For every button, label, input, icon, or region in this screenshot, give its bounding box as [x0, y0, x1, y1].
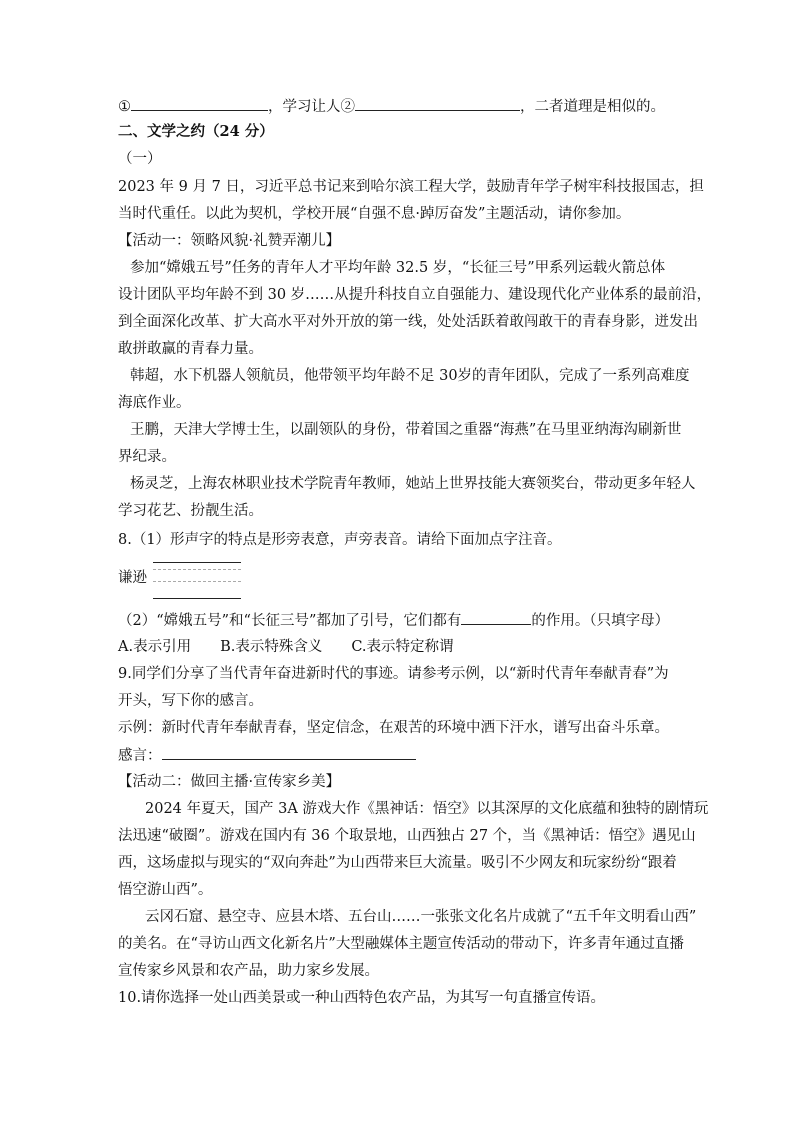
answer-row — [118, 745, 416, 765]
pinyin-line-top — [153, 562, 241, 563]
paragraph-line: 宣传家乡风景和农产品，助力家乡发展。 — [118, 963, 379, 979]
question-9-line-1: 9.同学们分享了当代青年奋进新时代的事迹。请参考示例，以“新时代青年奉献青春”为 — [118, 666, 669, 682]
answer-blank-q8[interactable] — [461, 610, 531, 625]
paragraph-line: 王鹏，天津大学博士生，以副领队的身份，带着国之重器“海燕”在马里亚纳海沟刷新世 — [130, 422, 682, 438]
paragraph-line: 悟空游山西”。 — [118, 882, 213, 898]
q8-part2-tail: 的作用。（只填字母） — [531, 613, 670, 629]
paragraph-line: 杨灵芝，上海农林职业技术学院青年教师，她站上世界技能大赛领奖台，带动更多年轻人 — [130, 476, 696, 492]
paragraph-line: 2024 年夏天，国产 3A 游戏大作《黑神话：悟空》以其深厚的文化底蕴和独特的剧情玩 — [145, 801, 709, 817]
answer-blank-q9[interactable] — [162, 745, 416, 760]
activity2-title: 【活动二：做回主播·宣传家乡美】 — [118, 774, 341, 790]
paragraph-line: 敢拼敢赢的青春力量。 — [118, 341, 263, 357]
paragraph-line: 法迅速“破圈”。游戏在国内有 36 个取景地，山西独占 27 个，当《黑神话：悟空》遇见山 — [118, 828, 696, 844]
pinyin-line-dashed-1 — [153, 569, 241, 570]
fill-in-line — [118, 96, 665, 116]
question-9-example: 示例：新时代青年奉献青春，坚定信念，在艰苦的环境中洒下汗水，谱写出奋斗乐章。 — [118, 720, 669, 736]
intro-line-1: 2023 年 9 月 7 日，习近平总书记来到哈尔滨工程大学，鼓励青年学子树牢科技报国志，担 — [118, 179, 704, 195]
activity1-title: 【活动一：领略风貌·礼赞弄潮儿】 — [118, 233, 341, 249]
question-8-part-2 — [118, 610, 669, 630]
paragraph-line: 韩超，水下机器人领航员，他带领平均年龄不足 30岁的青年团队，完成了一系列高难度 — [130, 368, 690, 384]
q8-part2-text: （2）“嫦娥五号”和“长征三号”都加了引号，它们都有 — [118, 613, 462, 629]
pinyin-line-bottom[interactable] — [153, 598, 241, 599]
paragraph-line: 海底作业。 — [118, 395, 191, 411]
pinyin-line-dashed-2 — [153, 581, 241, 582]
circle-number-1: ① — [118, 99, 131, 115]
answer-blank-2[interactable] — [355, 96, 520, 111]
fill-text-middle: ，学习让人② — [268, 99, 355, 115]
paragraph-line: 学习花艺、扮靓生活。 — [118, 503, 263, 519]
paragraph-line: 参加“嫦娥五号”任务的青年人才平均年龄 32.5 岁，“长征三号”甲系列运载火箭总体 — [130, 260, 666, 276]
question-8-part-1: 8.（1）形声字的特点是形旁表意，声旁表音。请给下面加点字注音。 — [118, 532, 562, 548]
answer-blank-1[interactable] — [131, 96, 268, 111]
paragraph-line: 到全面深化改革、扩大高水平对外开放的第一线，处处活跃着敢闯敢干的青春身影，迸发出 — [118, 314, 698, 330]
question-10: 10.请你选择一处山西美景或一种山西特色农产品，为其写一句直播宣传语。 — [118, 990, 606, 1006]
paragraph-line: 界纪录。 — [118, 449, 176, 465]
paragraph-line: 的美名。在“寻访山西文化新名片”大型融媒体主题宣传活动的带动下，许多青年通过直播 — [118, 936, 684, 952]
question-9-line-2: 开头，写下你的感言。 — [118, 693, 263, 709]
subsection-label: （一） — [118, 151, 162, 167]
paragraph-line: 设计团队平均年龄不到 30 岁……从提升科技自立自强能力、建设现代化产业体系的最前沿， — [118, 287, 712, 303]
section-title: 二、文学之约（24 分） — [118, 123, 274, 140]
paragraph-line: 西，这场虚拟与现实的“双向奔赴”为山西带来巨大流量。吸引不少网友和玩家纷纷“跟着 — [118, 855, 677, 871]
fill-text-end: ，二者道理是相似的。 — [520, 99, 665, 115]
answer-label: 感言： — [118, 748, 162, 764]
q8-options: A.表示引用 B.表示特殊含义 C.表示特定称谓 — [118, 639, 454, 655]
pinyin-word: 谦逊 — [118, 570, 147, 586]
intro-line-2: 当时代重任。以此为契机，学校开展“自强不息·踔厉奋发”主题活动，请你参加。 — [118, 206, 631, 222]
paragraph-line: 云冈石窟、悬空寺、应县木塔、五台山……一张张文化名片成就了“五千年文明看山西” — [145, 909, 697, 925]
